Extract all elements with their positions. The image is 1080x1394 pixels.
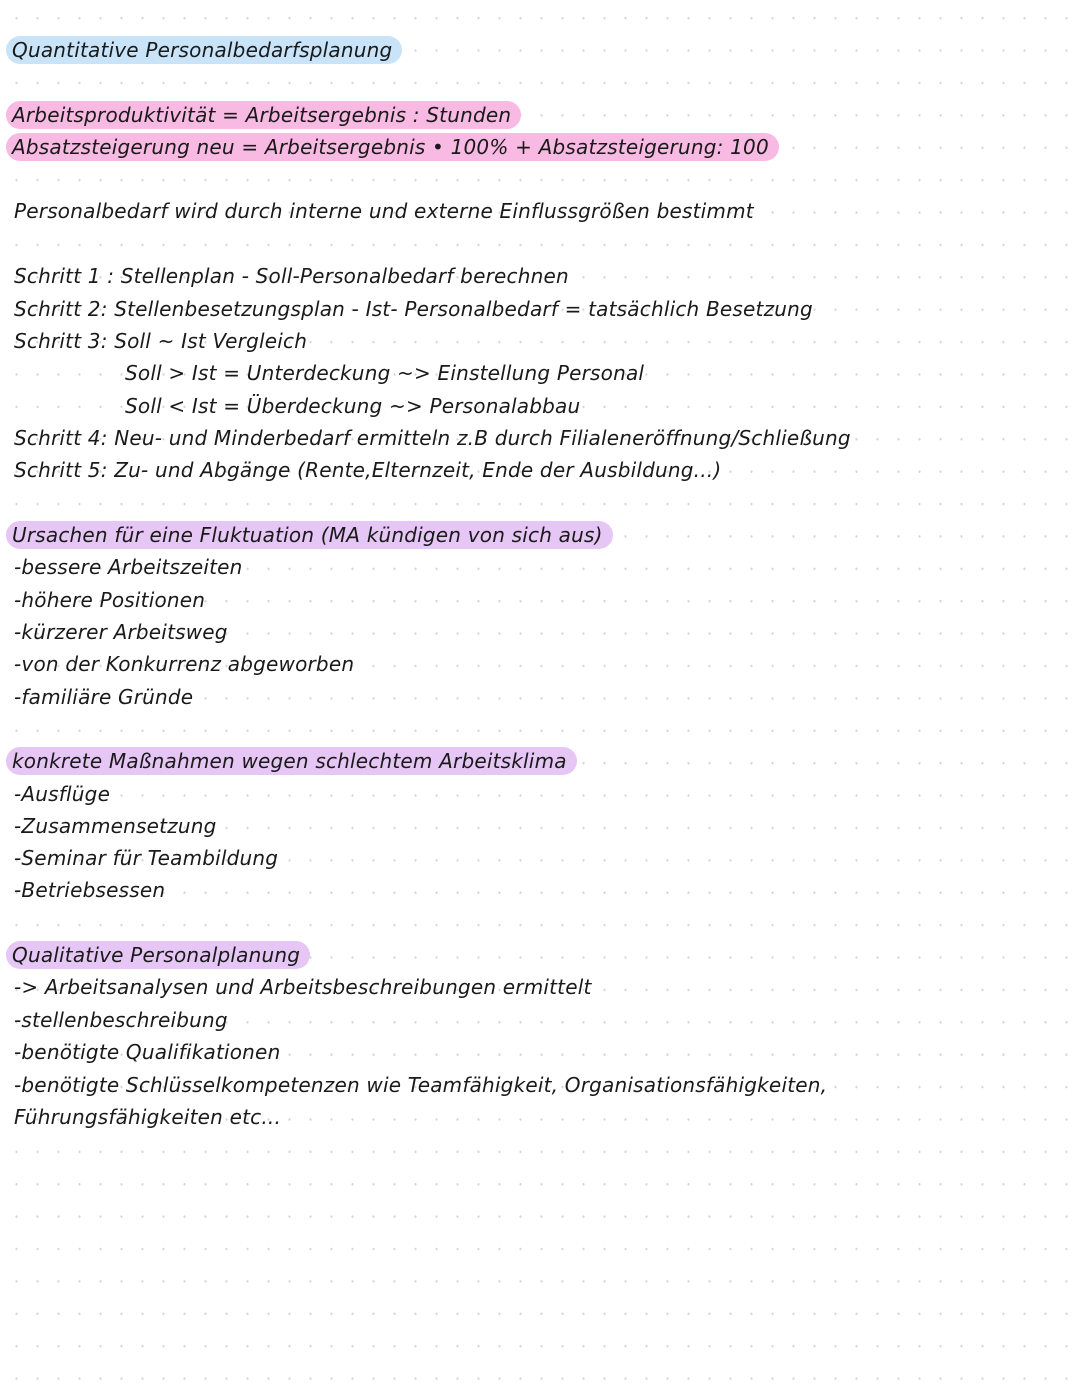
section-title-fluktuation [14,521,613,549]
step-3-case-under: Soll > Ist = Unterdeckung ~> Einstellung Personal [125,361,645,385]
formula-text: Arbeitsproduktivität = Arbeitsergebnis : Stunden [6,101,521,129]
step-3: Schritt 3: Soll ~ Ist Vergleich [14,329,308,353]
formula-text: Absatzsteigerung neu = Arbeitsergebnis • 100% + Absatzsteigerung: 100 [6,133,779,161]
step-1: Schritt 1 : Stellenplan - Soll-Personalbedarf berechnen [14,264,569,288]
title-text: Qualitative Personalplanung [6,941,310,969]
formula-arbeitsproduktivitaet [14,101,521,129]
list-item: -stellenbeschreibung [14,1008,228,1032]
list-item: Führungsfähigkeiten etc... [14,1105,281,1129]
intro-text: Personalbedarf wird durch interne und externe Einflussgrößen bestimmt [14,199,754,223]
step-5: Schritt 5: Zu- und Abgänge (Rente,Elternzeit, Ende der Ausbildung...) [14,458,722,482]
list-item: -benötigte Schlüsselkompetenzen wie Teamfähigkeit, Organisationsfähigkeiten, [14,1073,828,1097]
section-title-quantitative [14,36,402,64]
list-item: -> Arbeitsanalysen und Arbeitsbeschreibungen ermittelt [14,975,592,999]
step-4: Schritt 4: Neu- und Minderbedarf ermitteln z.B durch Filialeneröffnung/Schließung [14,426,851,450]
title-text: Quantitative Personalbedarfsplanung [6,36,402,64]
title-text: konkrete Maßnahmen wegen schlechtem Arbeitsklima [6,747,577,775]
list-item: -bessere Arbeitszeiten [14,555,243,579]
list-item: -Zusammensetzung [14,814,217,838]
list-item: -Betriebsessen [14,878,166,902]
section-title-massnahmen [14,747,577,775]
list-item: -Ausflüge [14,782,111,806]
list-item: -von der Konkurrenz abgeworben [14,652,355,676]
list-item: -höhere Positionen [14,588,206,612]
title-text: Ursachen für eine Fluktuation (MA kündigen von sich aus) [6,521,613,549]
formula-absatzsteigerung [14,133,779,161]
list-item: -familiäre Gründe [14,685,194,709]
list-item: -kürzerer Arbeitsweg [14,620,228,644]
step-3-case-over: Soll < Ist = Überdeckung ~> Personalabbau [125,394,581,418]
list-item: -benötigte Qualifikationen [14,1040,281,1064]
list-item: -Seminar für Teambildung [14,846,279,870]
section-title-qualitativ [14,941,310,969]
step-2: Schritt 2: Stellenbesetzungsplan - Ist- Personalbedarf = tatsächlich Besetzung [14,297,813,321]
